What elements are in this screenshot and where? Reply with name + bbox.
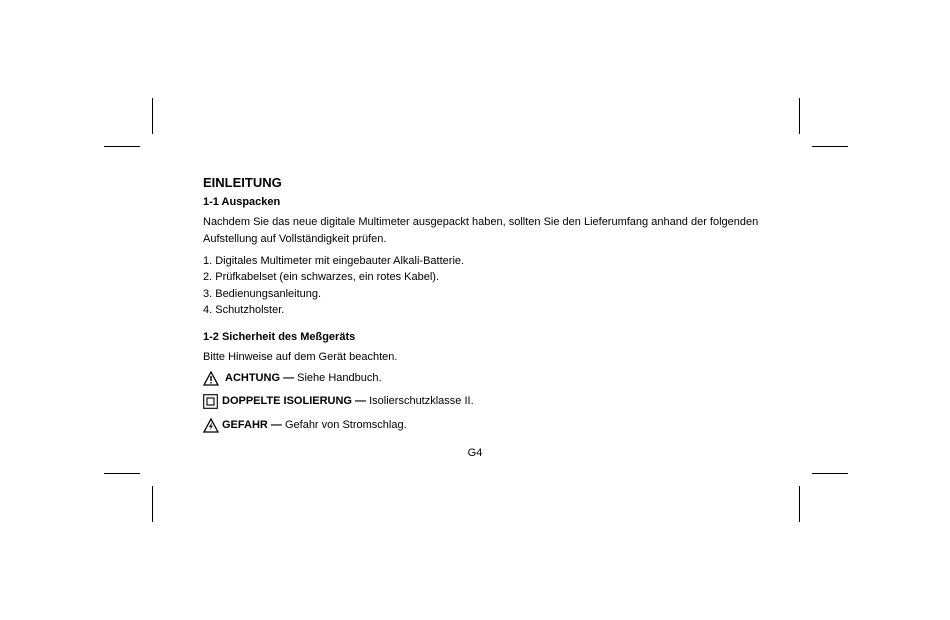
- symbol-label: DOPPELTE ISOLIERUNG: [222, 395, 352, 408]
- list-item: 4. Schutzholster.: [203, 303, 285, 316]
- unpacking-intro: Nachdem Sie das neue digitale Multimeter ausgepackt haben, sollten Sie den Lieferumfang anhand der folgenden Aufstellung auf Vollständigkeit prüfen.: [203, 216, 759, 245]
- list-item: 2. Prüfkabelset (ein schwarzes, ein rotes Kabel).: [203, 271, 440, 284]
- page-content: [203, 174, 763, 433]
- symbol-dash: —: [355, 395, 367, 408]
- symbol-row-danger: [203, 418, 763, 433]
- page-number: G4: [467, 447, 483, 459]
- section-title-unpacking: 1-1 Auspacken: [203, 196, 281, 208]
- symbol-dash: —: [283, 372, 295, 385]
- symbol-description: Siehe Handbuch.: [297, 372, 382, 385]
- electric-shock-icon: [203, 418, 219, 433]
- safety-intro: Bitte Hinweise auf dem Gerät beachten.: [203, 351, 398, 364]
- section-title-safety: 1-2 Sicherheit des Meßgeräts: [203, 331, 356, 344]
- crop-mark-bottom-right-horizontal: [812, 473, 848, 474]
- crop-mark-top-right-vertical: [799, 98, 800, 134]
- crop-mark-top-left-horizontal: [104, 146, 140, 147]
- symbol-dash: —: [270, 419, 282, 432]
- crop-mark-bottom-left-horizontal: [104, 473, 140, 474]
- page-heading: EINLEITUNG: [203, 175, 282, 190]
- list-item: 3. Bedienungsanleitung.: [203, 287, 322, 300]
- symbol-label: ACHTUNG: [225, 372, 280, 385]
- crop-mark-bottom-right-vertical: [799, 486, 800, 522]
- symbol-row-caution: [203, 371, 763, 386]
- symbol-description: Isolierschutzklasse II.: [369, 395, 474, 408]
- crop-mark-top-left-vertical: [152, 98, 153, 134]
- crop-mark-bottom-left-vertical: [152, 486, 153, 522]
- crop-mark-top-right-horizontal: [812, 146, 848, 147]
- list-item: 1. Digitales Multimeter mit eingebauter Alkali-Batterie.: [203, 255, 465, 267]
- symbol-row-double-insulation: [203, 394, 763, 409]
- contents-list: [203, 253, 763, 318]
- symbol-description: Gefahr von Stromschlag.: [284, 419, 407, 432]
- warning-triangle-icon: [203, 371, 219, 386]
- double-insulation-icon: [203, 394, 218, 409]
- symbol-label: GEFAHR: [222, 419, 268, 432]
